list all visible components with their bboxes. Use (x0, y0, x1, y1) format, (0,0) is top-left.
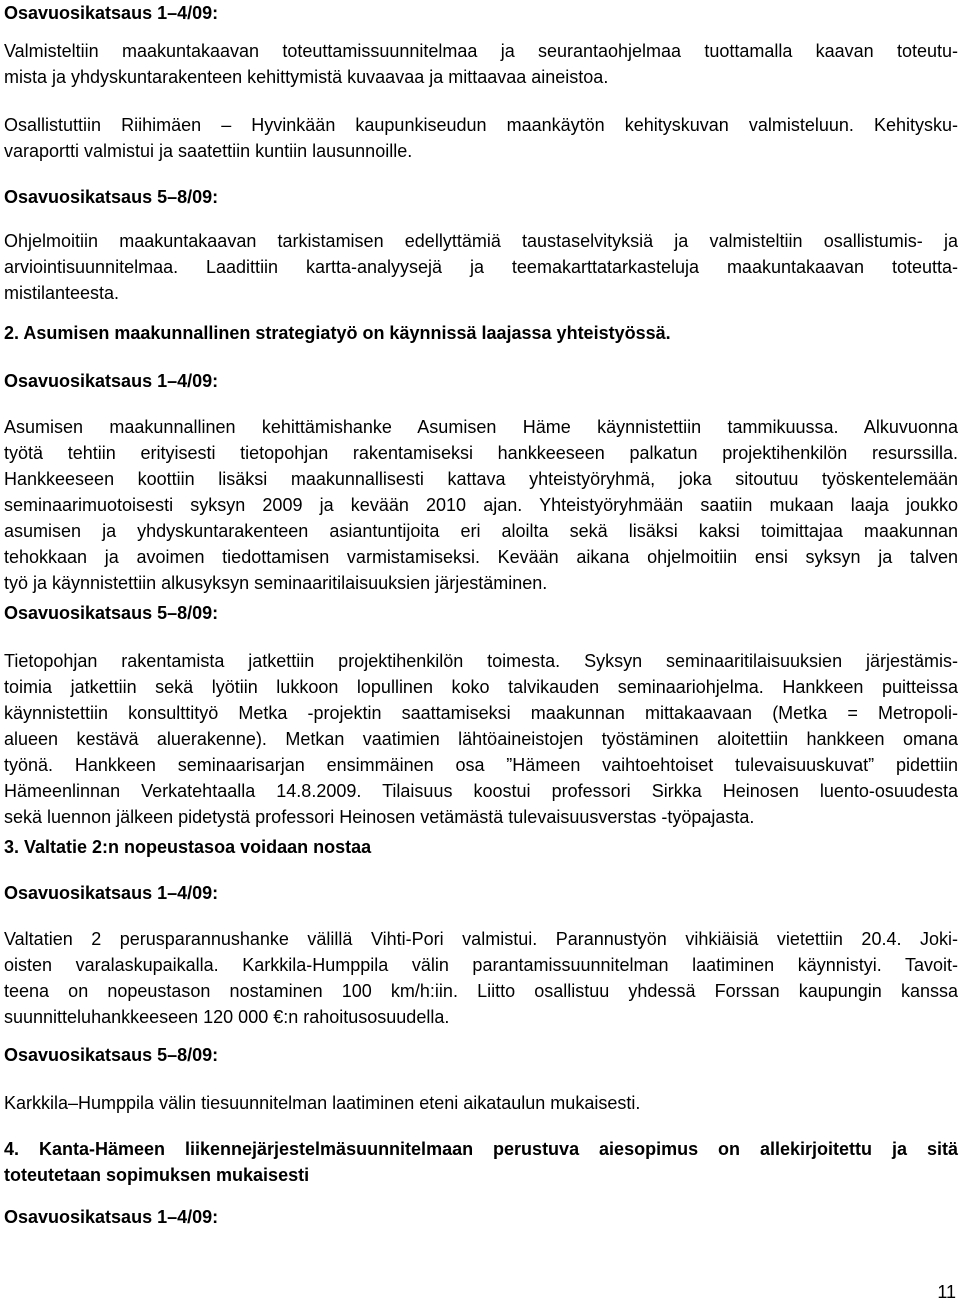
paragraph (4, 112, 958, 164)
status-heading: Osavuosikatsaus 5–8/09: (4, 187, 219, 207)
paragraph (4, 1090, 958, 1116)
status-heading: Osavuosikatsaus 5–8/09: (4, 603, 219, 623)
paragraph-line: oisten varalaskupaikalla. Karkkila-Humppila välin parantamissuunnitelman laatiminen käynnistyi. Tavoit- (4, 955, 958, 975)
paragraph (4, 228, 958, 306)
paragraph (4, 926, 958, 1030)
paragraph (4, 38, 958, 90)
paragraph-line: mista ja yhdyskuntarakenteen kehittymistä kuvaavaa ja mittaavaa aineistoa. (4, 67, 609, 87)
status-heading: Osavuosikatsaus 1–4/09: (4, 371, 219, 391)
section-heading-line: toteutetaan sopimuksen mukaisesti (4, 1165, 310, 1185)
paragraph-line: mistilanteesta. (4, 283, 120, 303)
paragraph-line: Valtatien 2 perusparannushanke välillä Vihti-Pori valmistui. Parannustyön vihkiäisiä vietettiin 20.4. Joki- (4, 929, 958, 949)
section-heading: 2. Asumisen maakunnallinen strategiatyö on käynnissä laajassa yhteistyössä. (4, 323, 671, 343)
paragraph-line: seminaarimuotoisesti syksyn 2009 ja kevään 2010 ajan. Yhteistyöryhmään saatiin mukaan laaja joukko (4, 495, 958, 515)
paragraph-line: asumisen ja yhdyskuntarakenteen asiantuntijoita eri aloilta sekä lisäksi kaksi toimittajaa maakunnan (4, 521, 958, 541)
section-heading: 3. Valtatie 2:n nopeustasoa voidaan nostaa (4, 837, 372, 857)
status-heading: Osavuosikatsaus 1–4/09: (4, 883, 219, 903)
paragraph-line: Hämeenlinnan Verkatehtaalla 14.8.2009. Tilaisuus koostui professori Sirkka Heinosen luento-osuudesta (4, 781, 958, 801)
page-number: 11 (937, 1282, 956, 1302)
status-heading: Osavuosikatsaus 1–4/09: (4, 3, 219, 23)
paragraph (4, 648, 958, 830)
paragraph-line: tehokkaan ja avoimen tiedottamisen varmistamiseksi. Kevään aikana ohjelmoitiin ensi syksyn ja talven (4, 547, 958, 567)
status-heading: Osavuosikatsaus 5–8/09: (4, 1045, 219, 1065)
paragraph-line: Asumisen maakunnallinen kehittämishanke Asumisen Häme käynnistettiin tammikuussa. Alkuvuonna (4, 417, 958, 437)
paragraph-line: käynnistettiin konsulttityö Metka -projektin saattamiseksi maakunnan mittakaavaan (Metka = Metropoli- (4, 703, 958, 723)
paragraph-line: Osallistuttiin Riihimäen – Hyvinkään kaupunkiseudun maankäytön kehityskuvan valmisteluun. Kehitysku- (4, 115, 958, 135)
paragraph-line: Tietopohjan rakentamista jatkettiin projektihenkilön toimesta. Syksyn seminaaritilaisuuksien järjestämis- (4, 651, 958, 671)
paragraph-line: työtä tehtiin erityisesti tietopohjan rakentamiseksi hankkeeseen palkatun projektihenkilön resurssilla. (4, 443, 958, 463)
paragraph-line: suunnitteluhankkeeseen 120 000 €:n rahoitusosuudella. (4, 1007, 450, 1027)
paragraph-line: alueen kestävä aluerakenne). Metkan vaatimien lähtöaineistojen työstäminen aloitettiin hankkeen omana (4, 729, 958, 749)
paragraph-line: Hankkeeseen koottiin lisäksi maakunnallisesti kattava yhteistyöryhmä, joka sitoutuu työskentelemään (4, 469, 958, 489)
section-heading-line: 4. Kanta-Hämeen liikennejärjestelmäsuunnitelmaan perustuva aiesopimus on allekirjoitettu ja sitä (4, 1139, 958, 1159)
status-heading: Osavuosikatsaus 1–4/09: (4, 1207, 219, 1227)
paragraph-line: arviointisuunnitelmaa. Laadittiin kartta-analyysejä ja teemakarttatarkasteluja maakuntakaavan toteutta- (4, 257, 958, 277)
paragraph-line: työ ja käynnistettiin alkusyksyn seminaaritilaisuuksien järjestäminen. (4, 573, 548, 593)
paragraph-line: Ohjelmoitiin maakuntakaavan tarkistamisen edellyttämiä taustaselvityksiä ja valmisteltiin osallistumis- ja (4, 231, 958, 251)
paragraph-line: Karkkila–Humppila välin tiesuunnitelman laatiminen eteni aikataulun mukaisesti. (4, 1093, 641, 1113)
paragraph-line: sekä luennon jälkeen pidetystä professori Heinosen vetämästä tulevaisuusverstas -työpajasta. (4, 807, 755, 827)
paragraph-line: työnä. Hankkeen seminaarisarjan ensimmäinen osa ”Hämeen vaihtoehtoiset tulevaisuuskuvat” pidettiin (4, 755, 958, 775)
paragraph (4, 414, 958, 596)
paragraph-line: Valmisteltiin maakuntakaavan toteuttamissuunnitelmaa ja seurantaohjelmaa tuottamalla kaavan toteutu- (4, 41, 958, 61)
paragraph-line: toimia jatkettiin sekä lyötiin lukkoon lopullinen koko talvikauden seminaariohjelma. Hankkeen puitteissa (4, 677, 958, 697)
section-heading (4, 1136, 958, 1188)
paragraph-line: teena on nopeustason nostaminen 100 km/h:iin. Liitto osallistuu yhdessä Forssan kaupungin kanssa (4, 981, 958, 1001)
paragraph-line: varaportti valmistui ja saatettiin kuntiin lausunnoille. (4, 141, 413, 161)
